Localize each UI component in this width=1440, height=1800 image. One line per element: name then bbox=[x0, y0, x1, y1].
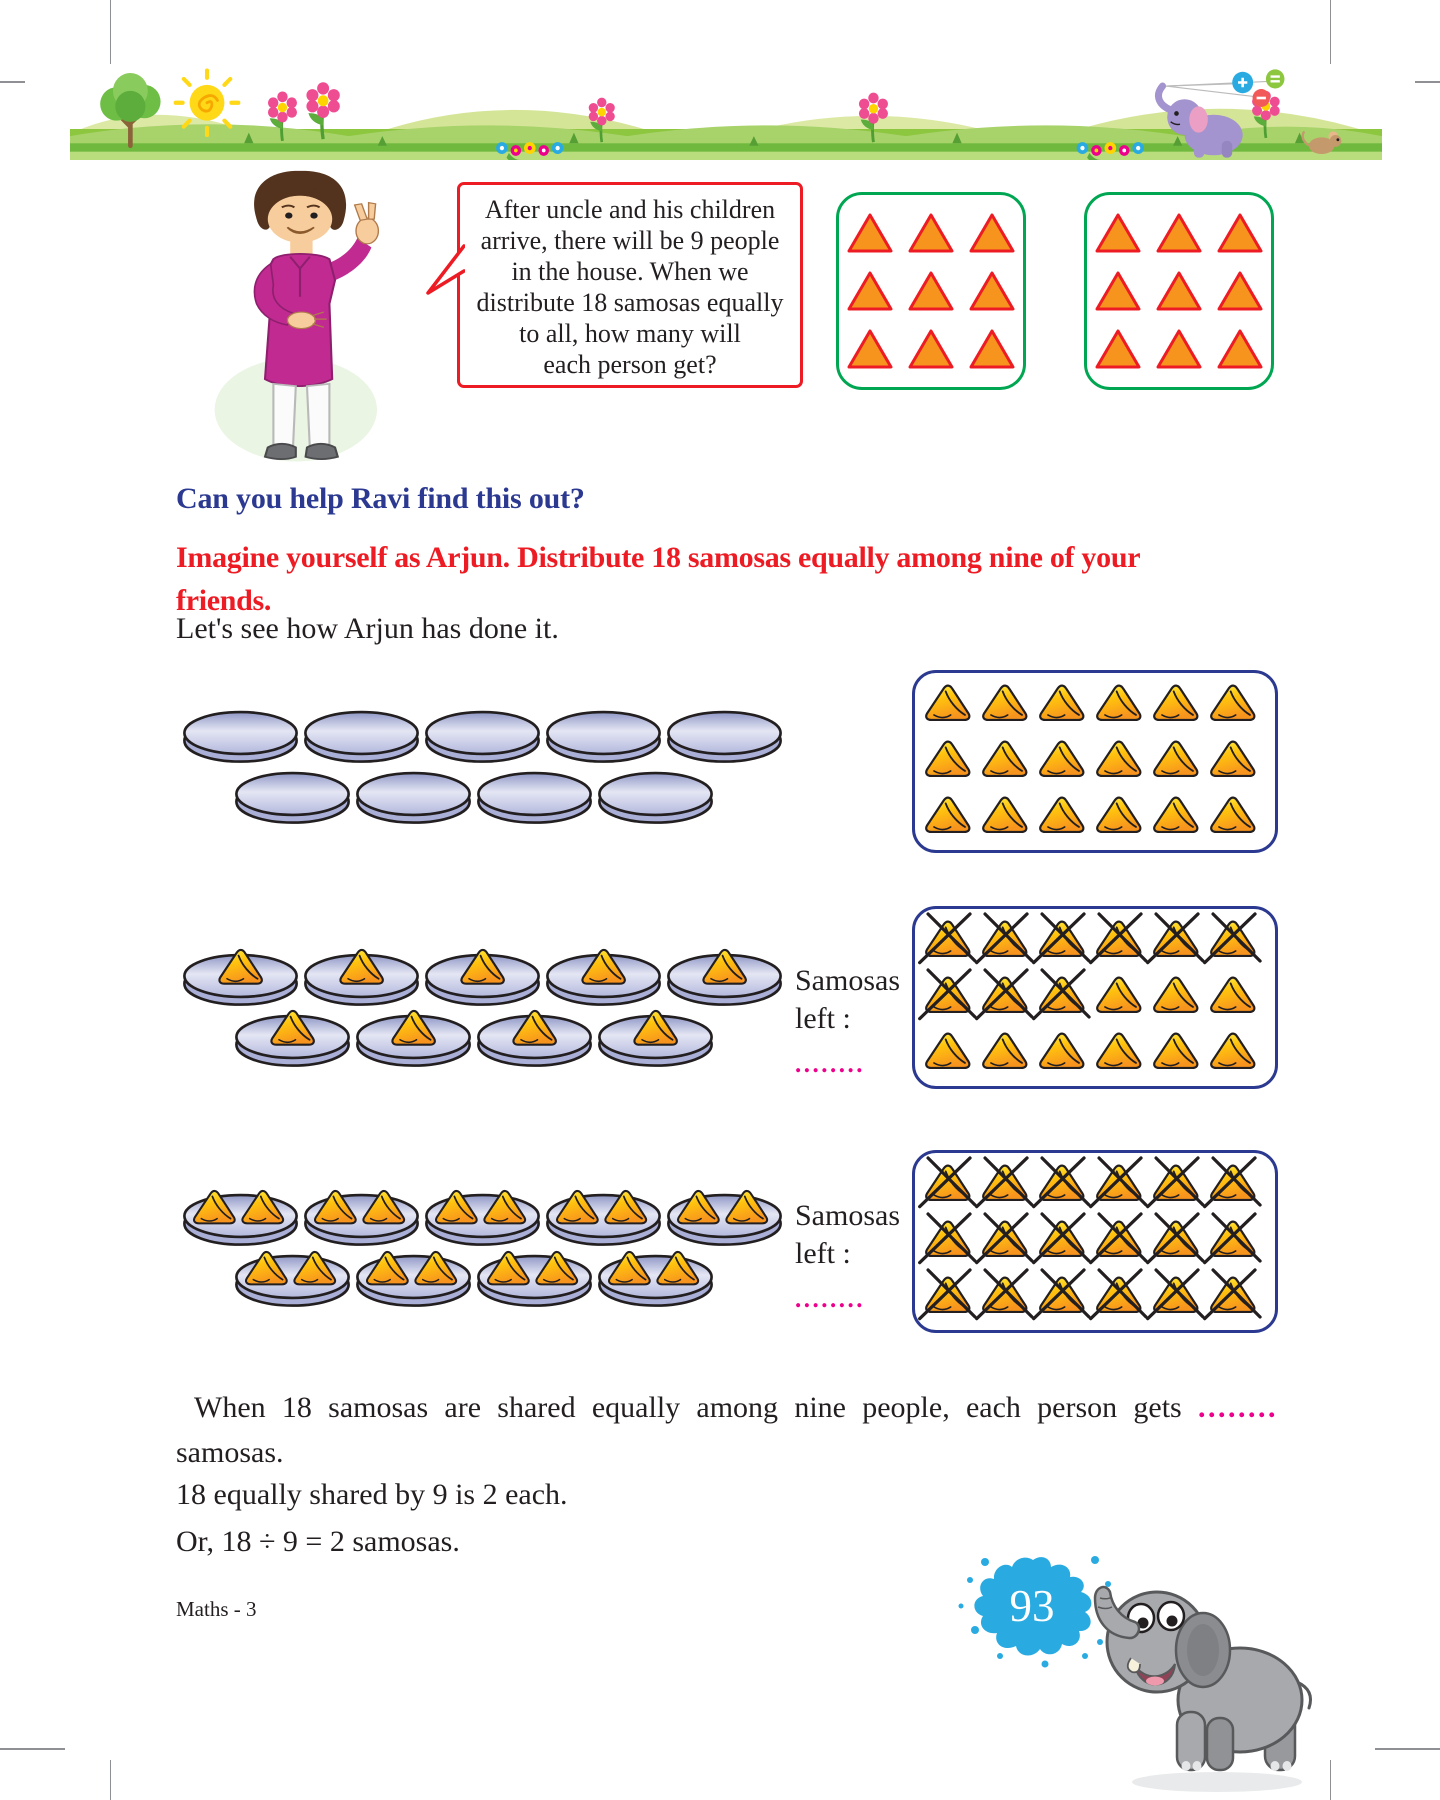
crossed-samosa-icon bbox=[920, 1158, 975, 1207]
samosas-left-word: left : bbox=[795, 1002, 851, 1035]
samosa-tray-1 bbox=[912, 670, 1278, 853]
elephant-icon bbox=[1095, 1587, 1311, 1771]
triangle-row bbox=[846, 328, 1016, 370]
question-heading: Can you help Ravi find this out? bbox=[176, 482, 585, 515]
crossed-samosa-icon bbox=[1034, 970, 1089, 1019]
samosa-icon bbox=[1154, 686, 1197, 720]
crop-mark bbox=[110, 0, 111, 64]
samosa-triangle-icon bbox=[1216, 328, 1264, 370]
plate-icon bbox=[180, 943, 301, 1009]
samosa-icon bbox=[1211, 1034, 1254, 1068]
samosa-triangle-icon bbox=[846, 212, 894, 254]
answer-blank: ........ bbox=[1198, 1391, 1279, 1424]
samosa-tray-grid bbox=[915, 1153, 1275, 1330]
plate-icon bbox=[543, 700, 664, 766]
crossed-samosa-icon bbox=[1148, 914, 1203, 963]
crossed-samosa-icon bbox=[1148, 1158, 1203, 1207]
triangle-box-1 bbox=[836, 192, 1026, 390]
crossed-samosa-icon bbox=[1034, 1158, 1089, 1207]
plate-icon bbox=[422, 1183, 543, 1249]
plate-icon bbox=[474, 1244, 595, 1310]
samosa-icon bbox=[926, 1034, 969, 1068]
conclusion-statement: 18 equally shared by 9 is 2 each. bbox=[176, 1478, 568, 1511]
samosa-icon bbox=[983, 742, 1026, 776]
crossed-samosa-icon bbox=[920, 914, 975, 963]
conclusion-equation: Or, 18 ÷ 9 = 2 samosas. bbox=[176, 1525, 460, 1558]
page-number-splat bbox=[959, 1556, 1118, 1668]
crop-mark bbox=[1415, 81, 1440, 83]
speech-bubble-line: each person get? bbox=[543, 350, 717, 379]
speech-bubble-line: in the house. When we bbox=[511, 257, 749, 286]
plate-icon bbox=[180, 1183, 301, 1249]
plates-row bbox=[180, 943, 785, 1009]
samosa-triangle-icon bbox=[846, 270, 894, 312]
plates-row bbox=[232, 1244, 785, 1310]
samosa-triangle-icon bbox=[846, 328, 894, 370]
crossed-samosa-icon bbox=[1148, 1270, 1203, 1319]
answer-blank: ........ bbox=[795, 1051, 865, 1078]
samosa-triangle-icon bbox=[907, 328, 955, 370]
triangle-row bbox=[1094, 270, 1264, 312]
crossed-samosa-icon bbox=[977, 1270, 1032, 1319]
triangle-row bbox=[846, 212, 1016, 254]
samosa-icon bbox=[1211, 978, 1254, 1012]
plate-icon bbox=[664, 700, 785, 766]
samosa-icon bbox=[1097, 742, 1140, 776]
samosa-icon bbox=[1097, 798, 1140, 832]
plate-icon bbox=[301, 943, 422, 1009]
crossed-samosa-icon bbox=[1091, 1158, 1146, 1207]
crossed-samosa-icon bbox=[1034, 1214, 1089, 1263]
conclusion-line-2: samosas. bbox=[176, 1436, 284, 1469]
speech-bubble-line: After uncle and his children bbox=[484, 195, 776, 224]
samosas-left-label-1 bbox=[795, 962, 900, 1084]
samosa-icon bbox=[926, 798, 969, 832]
plates-row bbox=[232, 761, 785, 827]
samosa-triangle-icon bbox=[968, 270, 1016, 312]
speech-bubble bbox=[457, 182, 803, 388]
plate-icon bbox=[474, 761, 595, 827]
crossed-samosa-icon bbox=[1091, 1270, 1146, 1319]
header-banner-illustration bbox=[70, 67, 1382, 160]
speech-bubble-line: distribute 18 samosas equally bbox=[476, 288, 784, 317]
plate-icon bbox=[232, 1004, 353, 1070]
crossed-samosa-icon bbox=[1034, 914, 1089, 963]
plates-step-2 bbox=[180, 943, 785, 1070]
samosa-tray-2 bbox=[912, 906, 1278, 1089]
crossed-samosa-icon bbox=[1091, 914, 1146, 963]
crossed-samosa-icon bbox=[977, 970, 1032, 1019]
plate-icon bbox=[595, 1004, 716, 1070]
crossed-samosa-icon bbox=[1205, 1158, 1260, 1207]
samosa-icon bbox=[983, 798, 1026, 832]
speech-bubble-tail-icon bbox=[423, 243, 465, 299]
samosa-icon bbox=[1097, 686, 1140, 720]
instruction-heading-line: friends. bbox=[176, 584, 272, 617]
samosa-icon bbox=[1097, 978, 1140, 1012]
crossed-samosa-icon bbox=[1205, 914, 1260, 963]
plates-row bbox=[232, 1004, 785, 1070]
samosa-icon bbox=[1040, 1034, 1083, 1068]
plate-icon bbox=[664, 1183, 785, 1249]
samosa-icon bbox=[1154, 978, 1197, 1012]
samosa-triangle-icon bbox=[1094, 328, 1142, 370]
samosa-icon bbox=[1154, 1034, 1197, 1068]
samosa-tray-grid bbox=[915, 673, 1275, 850]
samosa-triangle-icon bbox=[968, 212, 1016, 254]
samosa-triangle-icon bbox=[1155, 212, 1203, 254]
samosas-left-word: Samosas bbox=[795, 964, 900, 997]
plate-icon bbox=[353, 1004, 474, 1070]
plates-row bbox=[180, 700, 785, 766]
plate-icon bbox=[232, 761, 353, 827]
plate-icon bbox=[595, 761, 716, 827]
samosa-triangle-icon bbox=[907, 270, 955, 312]
samosa-icon bbox=[1154, 742, 1197, 776]
samosa-icon bbox=[926, 686, 969, 720]
samosa-tray-3 bbox=[912, 1150, 1278, 1333]
crossed-samosa-icon bbox=[977, 1214, 1032, 1263]
samosa-icon bbox=[926, 742, 969, 776]
samosa-icon bbox=[983, 686, 1026, 720]
samosa-icon bbox=[1154, 798, 1197, 832]
samosa-triangle-icon bbox=[907, 212, 955, 254]
crossed-samosa-icon bbox=[920, 970, 975, 1019]
conclusion-sentence bbox=[176, 1385, 1278, 1475]
samosa-icon bbox=[1211, 686, 1254, 720]
plate-icon bbox=[543, 943, 664, 1009]
samosa-icon bbox=[1097, 1034, 1140, 1068]
page-number: 93 bbox=[1009, 1581, 1055, 1631]
crop-mark bbox=[0, 81, 25, 83]
plate-icon bbox=[353, 761, 474, 827]
samosa-triangle-icon bbox=[1155, 328, 1203, 370]
plate-icon bbox=[664, 943, 785, 1009]
instruction-heading bbox=[176, 536, 1140, 622]
plate-icon bbox=[543, 1183, 664, 1249]
samosa-icon bbox=[1040, 686, 1083, 720]
samosa-icon bbox=[1040, 742, 1083, 776]
triangle-box-2 bbox=[1084, 192, 1274, 390]
plate-icon bbox=[595, 1244, 716, 1310]
plate-icon bbox=[422, 700, 543, 766]
conclusion-line-1 bbox=[176, 1385, 1278, 1430]
plate-icon bbox=[301, 1183, 422, 1249]
samosa-triangle-icon bbox=[1094, 212, 1142, 254]
samosa-triangle-icon bbox=[1155, 270, 1203, 312]
plate-icon bbox=[474, 1004, 595, 1070]
samosa-triangle-icon bbox=[1216, 212, 1264, 254]
samosa-triangle-icon bbox=[1216, 270, 1264, 312]
conclusion-text: When 18 samosas are shared equally among nine people, each person gets bbox=[194, 1391, 1182, 1424]
crossed-samosa-icon bbox=[920, 1214, 975, 1263]
crossed-samosa-icon bbox=[1205, 1214, 1260, 1263]
crossed-samosa-icon bbox=[977, 1158, 1032, 1207]
crossed-samosa-icon bbox=[1034, 1270, 1089, 1319]
samosa-icon bbox=[983, 1034, 1026, 1068]
crossed-samosa-icon bbox=[977, 914, 1032, 963]
crossed-samosa-icon bbox=[1205, 1270, 1260, 1319]
samosa-tray-grid bbox=[915, 909, 1275, 1086]
crop-mark bbox=[0, 1748, 65, 1750]
plate-icon bbox=[301, 700, 422, 766]
footer-elephant-illustration bbox=[945, 1550, 1345, 1800]
crossed-samosa-icon bbox=[1148, 1214, 1203, 1263]
plates-row bbox=[180, 1183, 785, 1249]
samosa-triangle-icon bbox=[1094, 270, 1142, 312]
triangle-row bbox=[1094, 328, 1264, 370]
instruction-heading-line: Imagine yourself as Arjun. Distribute 18 samosas equally among nine of your bbox=[176, 541, 1141, 574]
answer-blank: ........ bbox=[795, 1286, 865, 1313]
samosa-icon bbox=[1040, 798, 1083, 832]
plate-icon bbox=[353, 1244, 474, 1310]
crossed-samosa-icon bbox=[1091, 1214, 1146, 1263]
samosas-left-label-2 bbox=[795, 1197, 900, 1319]
book-title-footer: Maths - 3 bbox=[176, 1597, 257, 1621]
speech-bubble-line: to all, how many will bbox=[519, 319, 741, 348]
triangle-row bbox=[846, 270, 1016, 312]
plate-icon bbox=[422, 943, 543, 1009]
triangle-row bbox=[1094, 212, 1264, 254]
crop-mark bbox=[1330, 0, 1331, 64]
samosa-triangle-icon bbox=[968, 328, 1016, 370]
intro-text: Let's see how Arjun has done it. bbox=[176, 612, 559, 645]
boy-illustration bbox=[195, 165, 405, 465]
plate-icon bbox=[232, 1244, 353, 1310]
speech-bubble-line: arrive, there will be 9 people bbox=[480, 226, 780, 255]
samosa-icon bbox=[1211, 742, 1254, 776]
plates-step-1 bbox=[180, 700, 785, 827]
plates-step-3 bbox=[180, 1183, 785, 1310]
samosa-icon bbox=[1211, 798, 1254, 832]
crop-mark bbox=[110, 1760, 111, 1800]
crossed-samosa-icon bbox=[920, 1270, 975, 1319]
crop-mark bbox=[1375, 1748, 1440, 1750]
samosas-left-word: left : bbox=[795, 1237, 851, 1270]
plate-icon bbox=[180, 700, 301, 766]
samosas-left-word: Samosas bbox=[795, 1199, 900, 1232]
